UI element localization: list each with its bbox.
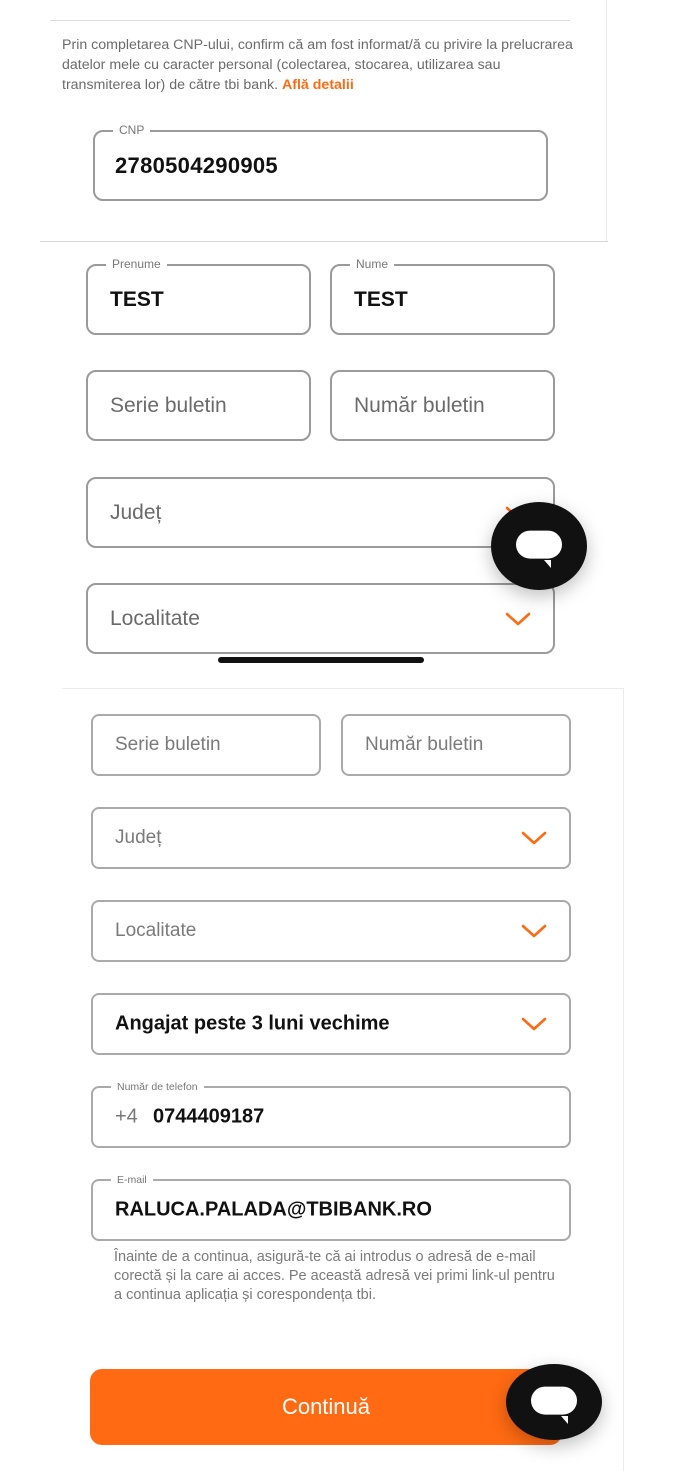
county-placeholder: Județ: [110, 500, 162, 524]
phone-value: 0744409187: [153, 1105, 265, 1128]
chat-button[interactable]: [506, 1364, 602, 1440]
chat-icon-tail: [561, 1416, 568, 1424]
locality-select[interactable]: [86, 583, 555, 654]
phone-field[interactable]: [91, 1081, 571, 1148]
email-field[interactable]: [91, 1174, 571, 1241]
county-select-bottom[interactable]: [91, 807, 571, 869]
first-name-value: TEST: [110, 287, 164, 311]
id-number-placeholder: Număr buletin: [354, 393, 485, 417]
employment-select[interactable]: [91, 993, 571, 1055]
phone-label: Număr de telefon: [111, 1080, 204, 1094]
county-placeholder: Județ: [115, 827, 162, 848]
employment-value: Angajat peste 3 luni vechime: [115, 1012, 390, 1035]
cnp-value: 2780504290905: [115, 152, 278, 178]
email-value: RALUCA.PALADA@TBIBANK.RO: [115, 1198, 432, 1221]
chat-icon: [516, 531, 562, 559]
email-label: E-mail: [111, 1173, 153, 1187]
county-select[interactable]: [86, 477, 555, 548]
learn-more-link[interactable]: Află detalii: [282, 77, 354, 93]
id-number-field[interactable]: [330, 370, 555, 441]
id-series-placeholder: Serie buletin: [115, 734, 221, 755]
locality-select-bottom[interactable]: [91, 900, 571, 962]
chevron-down-icon: [521, 924, 547, 938]
chevron-down-icon: [521, 831, 547, 845]
id-number-placeholder: Număr buletin: [365, 734, 484, 755]
cnp-field[interactable]: [93, 123, 548, 201]
id-series-field-bottom[interactable]: [91, 714, 321, 776]
home-indicator: [218, 657, 424, 663]
email-help-text: Înainte de a continua, asigură-te că ai introdus o adresă de e-mail corectă și la care ai acces. Pe această adresă vei primi link-ul pentru a continua aplicația și corespondența tbi.: [114, 1249, 555, 1303]
divider: [62, 688, 624, 689]
consent-body: Prin completarea CNP-ului, confirm că am fost informat/ă cu privire la prelucrarea datelor mele cu caracter personal (colectarea, stocarea, utilizarea sau transmiterea lor) de către tbi bank.: [62, 37, 573, 93]
chevron-down-icon: [521, 1017, 547, 1031]
last-name-field[interactable]: [330, 257, 555, 335]
id-series-field[interactable]: [86, 370, 311, 441]
divider: [40, 241, 608, 242]
first-name-label: Prenume: [106, 257, 167, 271]
divider: [50, 20, 570, 21]
divider: [606, 0, 607, 241]
id-series-placeholder: Serie buletin: [110, 393, 227, 417]
id-number-field-bottom[interactable]: [341, 714, 571, 776]
first-name-field[interactable]: [86, 257, 311, 335]
chat-icon-tail: [544, 560, 551, 568]
locality-placeholder: Localitate: [110, 606, 200, 630]
consent-text: [62, 35, 582, 95]
divider: [623, 688, 624, 1471]
locality-placeholder: Localitate: [115, 920, 197, 941]
chat-button[interactable]: [491, 502, 587, 590]
cnp-label: CNP: [113, 123, 150, 137]
chat-icon: [531, 1387, 577, 1415]
last-name-value: TEST: [354, 287, 408, 311]
last-name-label: Nume: [350, 257, 394, 271]
chevron-down-icon: [505, 612, 531, 626]
phone-prefix: +4: [115, 1105, 138, 1128]
continue-button[interactable]: Continuă: [90, 1369, 562, 1445]
